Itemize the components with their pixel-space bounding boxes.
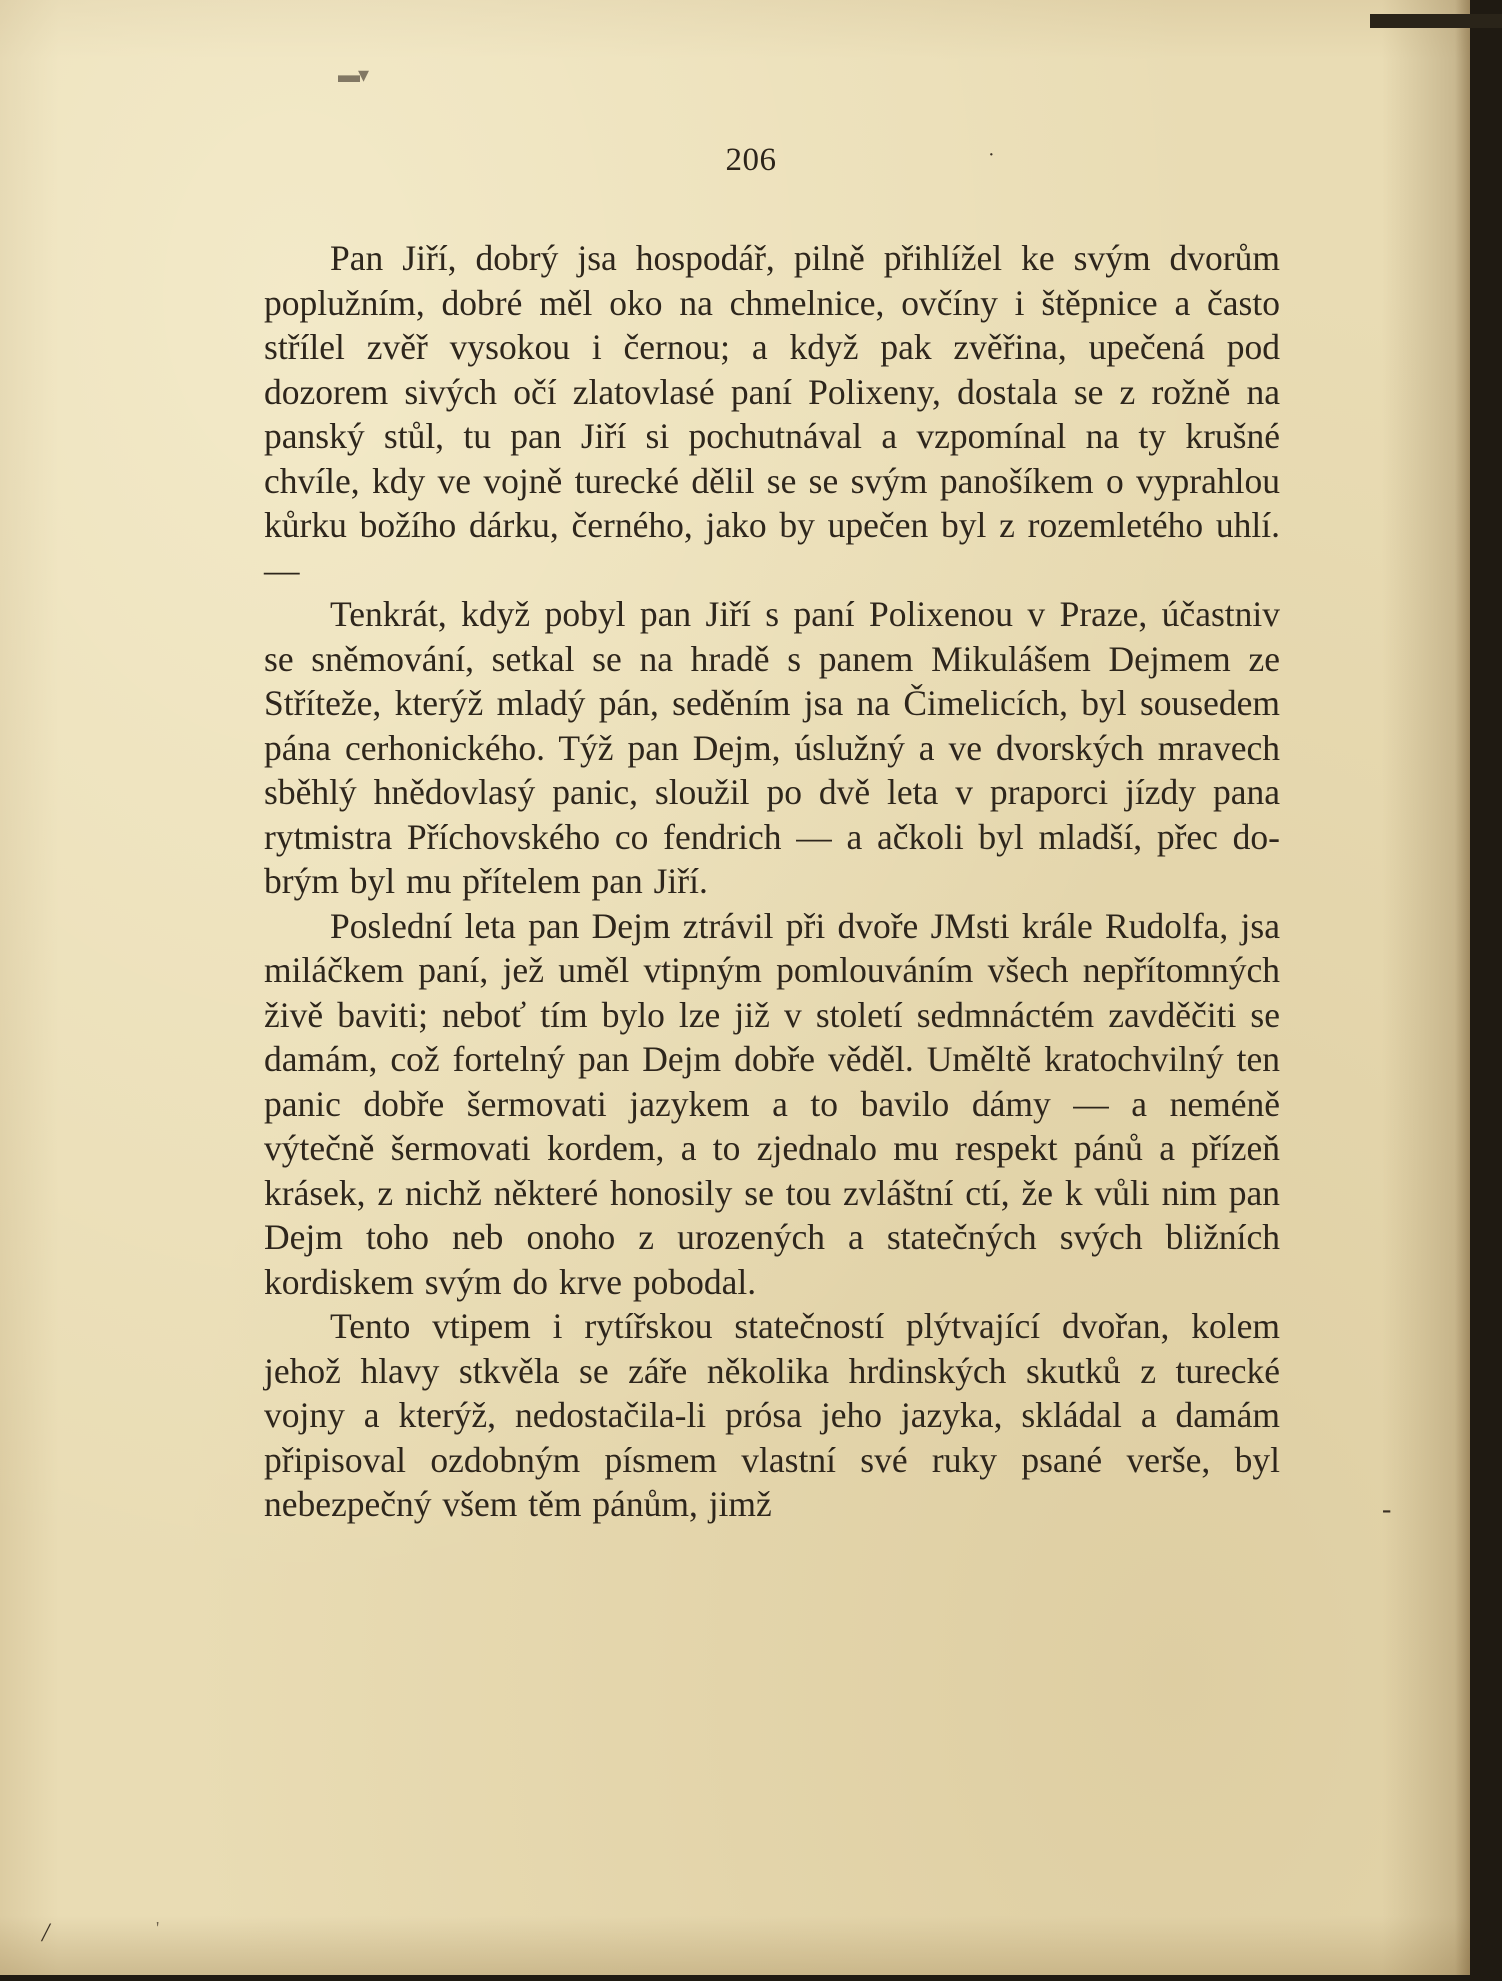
paragraph: Tenkrát, když pobyl pan Jiří s paní Polixenou v Praze, účastniv se sněmování, setkal se na hradě s panem Mikulášem Dejmem ze Stříteže, kterýž mladý pán, seděním jsa na Čimelicích, byl sousedem pána cerhonického. Týž pan Dejm, úslužný a ve dvorských mravech sběhlý hnědovlasý panic, sloužil po dvě leta v praporci jízdy pana rytmistra Příchovského co fendrich — a ačkoli byl mladší, přec dobrým byl mu přítelem pan Jiří. [264,594,1280,901]
margin-mark: - [1382,1494,1392,1525]
paragraph: Pan Jiří, dobrý jsa hospodář, pilně přihlížel ke svým dvorům poplužním, dobré měl oko na chmelnice, ovčíny i štěpnice a často střílel zvěř vysokou i černou; a když pak zvěřina, upečená pod dozorem sivých očí zlatovlasé paní Polixeny, dostala se z rožně na panský stůl, tu pan Jiří si pochutnával a vzpomínal na ty krušné chvíle, kdy ve vojně turecké dělil se se svým panošíkem o vyprahlou kůrku božího dárku, černého, jako by upečen byl z rozemletého uhlí. — [264,238,1280,590]
scan-border-strip [1370,14,1502,28]
ink-stroke-mark: ' [156,1918,160,1938]
paragraph: Tento vtipem i rytířskou statečností plýtvající dvořan, kolem jehož hlavy stkvěla se záře několika hrdinských skutků z turecké vojny a kterýž, nedostačila-li prósa jeho jazyka, skládal a damám připisoval ozdobným písmem vlastní své ruky psané verše, byl nebezpečný všem těm pánům, jimž [264,1306,1280,1524]
page-edge-shadow [1455,0,1470,1975]
paragraph: Poslední leta pan Dejm ztrávil při dvoře JMsti krále Rudolfa, jsa miláčkem paní, jež uměl vtipným pomlouváním všech nepřítomných živě baviti; neboť tím bylo lze již v století sedmnáctém zavděčiti se damám, což fortelný pan Dejm dobře věděl. Uměltě kratochvilný ten panic dobře šermovati jazykem a to bavilo dámy — a neméně výtečně šermovati kordem, a to zjednalo mu respekt pánů a přízeň krásek, z nichž některé honosily se tou zvláštní ctí, že k vůli nim pan Dejm toho neb onoho z urozených a statečných svých bližních kordiskem svým do krve pobodal. [264,905,1280,1302]
body-text [264,236,1280,1527]
ink-stroke-mark: / [42,1918,50,1947]
ink-smudge-mark: ▬▾ [338,62,368,87]
ink-dot-mark: · [988,144,995,166]
page-number: 206 [725,142,777,178]
